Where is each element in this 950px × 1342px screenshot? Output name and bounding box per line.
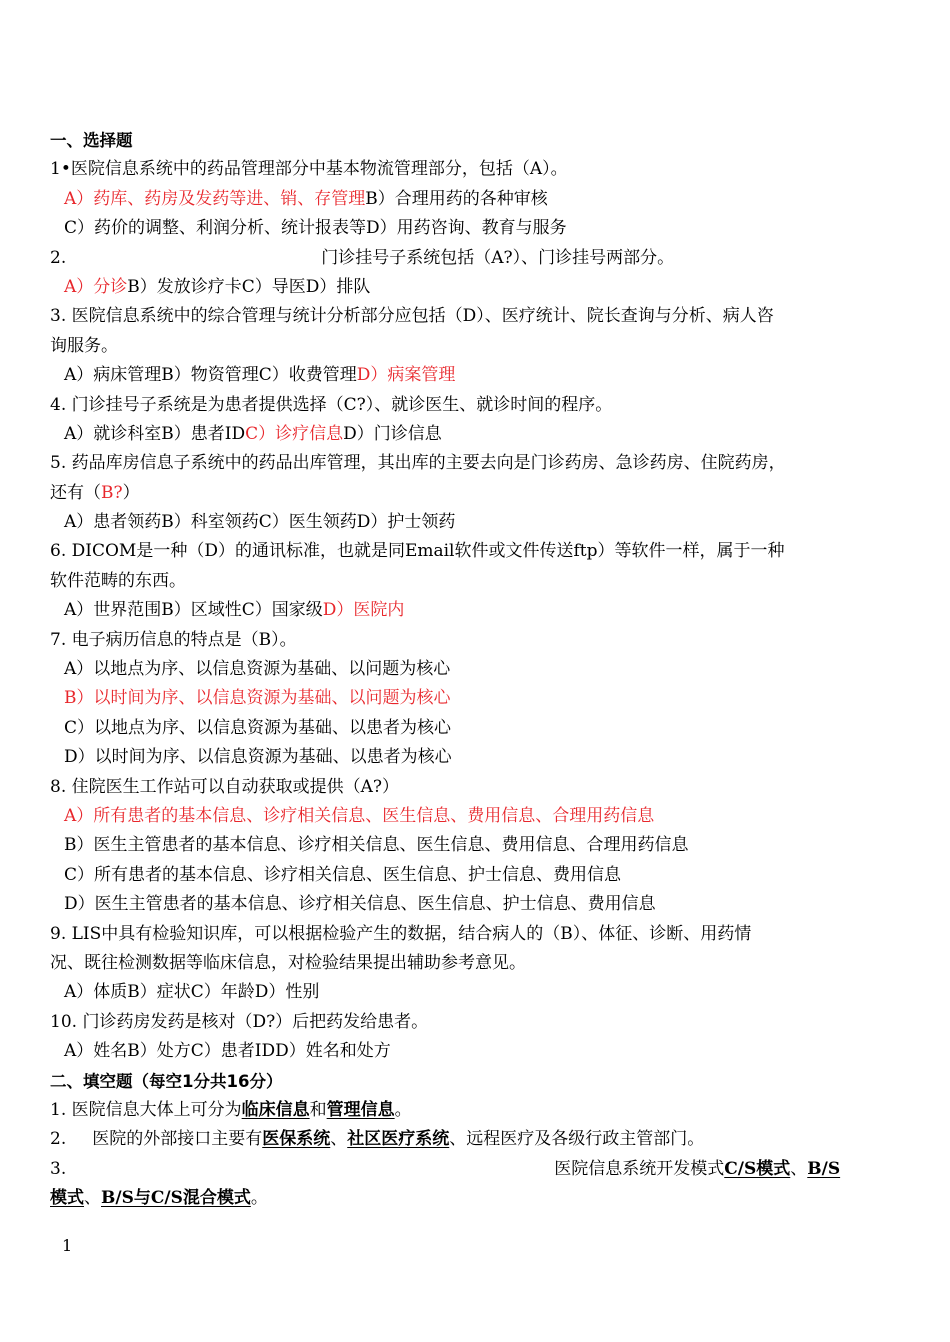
q8-option-a: A）所有患者的基本信息、诊疗相关信息、医生信息、费用信息、合理用药信息 [64, 805, 655, 826]
q8-option-b: B）医生主管患者的基本信息、诊疗相关信息、医生信息、费用信息、合理用药信息 [64, 835, 689, 856]
q6-option-d: D）医院内 [322, 600, 405, 621]
q4-option-c: C）诊疗信息 [245, 423, 344, 444]
fill-2-answer-1: 医保系统 [262, 1129, 331, 1150]
q4-options-ab: A）就诊科室B）患者ID [64, 423, 246, 444]
q5-stem-line1: 5. 药品库房信息子系统中的药品出库管理，其出库的主要去向是门诊药房、急诊药房、住院药房， [50, 453, 786, 474]
q2-stem: 门诊挂号子系统包括（A?）、门诊挂号两部分。 [321, 247, 675, 268]
q7-option-b: B）以时间为序、以信息资源为基础、以问题为核心 [64, 688, 451, 709]
q8-option-c: C）所有患者的基本信息、诊疗相关信息、医生信息、护士信息、费用信息 [64, 864, 622, 885]
fill-2-end: 、远程医疗及各级行政主管部门。 [449, 1129, 705, 1150]
q3-options [50, 361, 900, 390]
fill-2-sep: 、 [330, 1129, 348, 1150]
fill-2 [50, 1125, 900, 1154]
q1-options-cd [50, 214, 900, 243]
q5-stem-line2 [50, 479, 900, 508]
fill-3-answer-2a: B/S [807, 1158, 841, 1179]
fill-3-line1 [50, 1155, 900, 1184]
fill-1-answer-1: 临床信息 [241, 1099, 310, 1120]
fill-3-end: 。 [250, 1188, 268, 1209]
q2-number: 2. [50, 247, 67, 268]
q1-options-ab [50, 185, 900, 214]
q1-option-a: A）药库、药房及发药等进、销、存管理 [64, 188, 366, 209]
q9-stem-line2: 况、既往检测数据等临床信息，对检验结果提出辅助参考意见。 [50, 952, 526, 973]
fill-3-line2 [50, 1184, 900, 1213]
fill-3-answer-1: C/S模式 [724, 1158, 791, 1179]
q3-stem-line1: 3. 医院信息系统中的综合管理与统计分析部分应包括（D）、医疗统计、院长查询与分析、病人咨 [50, 306, 774, 327]
q2-options [50, 273, 900, 302]
page-number: 1 [62, 1236, 73, 1255]
q1-option-d: D）用药咨询、教育与服务 [366, 218, 567, 239]
fill-1-answer-2: 管理信息 [326, 1099, 395, 1120]
q1-option-c: C）药价的调整、利润分析、统计报表等 [64, 218, 367, 239]
q8-option-d: D）医生主管患者的基本信息、诊疗相关信息、医生信息、护士信息、费用信息 [64, 894, 656, 915]
section-title-choice: 一、选择题 [50, 131, 133, 150]
fill-1-end: 。 [394, 1099, 412, 1120]
q3-stem-line2: 询服务。 [50, 335, 118, 356]
q5-stem-close: ） [122, 482, 140, 503]
fill-3-number: 3. [50, 1158, 67, 1179]
section-title-fill: 二、填空题（每空1分共16分） [50, 1071, 283, 1091]
fill-3-text: 医院信息系统开发模式 [554, 1158, 725, 1179]
fill-2-number: 2. [50, 1129, 67, 1150]
q4-option-d: D）门诊信息 [343, 423, 442, 444]
q5-answer: B? [101, 482, 123, 503]
fill-2-answer-2: 社区医疗系统 [347, 1129, 450, 1150]
fill-1-text: 1. 医院信息大体上可分为 [50, 1099, 242, 1120]
q5-options: A）患者领药B）科室领药C）医生领药D）护士领药 [64, 512, 456, 533]
q1-stem: 1•医院信息系统中的药品管理部分中基本物流管理部分，包括（A）。 [50, 159, 568, 180]
q4-options [50, 420, 900, 449]
q2-stem-line [50, 244, 900, 273]
document-page [50, 126, 900, 1213]
q9-options: A）体质B）症状C）年龄D）性别 [64, 982, 320, 1003]
q7-option-a: A）以地点为序、以信息资源为基础、以问题为核心 [64, 659, 451, 680]
q7-stem: 7. 电子病历信息的特点是（B）。 [50, 629, 297, 650]
fill-1 [50, 1096, 900, 1125]
fill-3-answer-3: B/S与C/S混合模式 [101, 1188, 251, 1209]
q9-stem-line1: 9. LIS中具有检验知识库，可以根据检验产生的数据，结合病人的（B）、体征、诊断、用药情 [50, 923, 752, 944]
q6-stem-line1: 6. DICOM是一种（D）的通讯标准，也就是同Email软件或文件传送ftp）等软件一样，属于一种 [50, 541, 785, 562]
q6-options [50, 596, 900, 625]
fill-3-sep-1: 、 [790, 1158, 808, 1179]
q1-option-b: B）合理用药的各种审核 [365, 188, 548, 209]
fill-3-sep-2: 、 [84, 1188, 101, 1209]
q3-option-d: D）病案管理 [356, 365, 456, 386]
q4-stem: 4. 门诊挂号子系统是为患者提供选择（C?）、就诊医生、就诊时间的程序。 [50, 394, 613, 415]
fill-1-connector: 和 [309, 1099, 327, 1120]
fill-3-answer-2b: 模式 [50, 1188, 84, 1209]
q5-stem-text: 还有（ [50, 482, 101, 503]
q7-option-c: C）以地点为序、以信息资源为基础、以患者为核心 [64, 717, 452, 738]
fill-2-text: 医院的外部接口主要有 [92, 1129, 263, 1150]
q10-options: A）姓名B）处方C）患者IDD）姓名和处方 [64, 1041, 391, 1062]
q6-stem-line2: 软件范畴的东西。 [50, 570, 186, 591]
q2-option-a: A）分诊 [64, 276, 128, 297]
q6-options-abc: A）世界范围B）区域性C）国家级 [64, 600, 323, 621]
q8-stem: 8. 住院医生工作站可以自动获取或提供（A?） [50, 776, 400, 797]
q10-stem: 10. 门诊药房发药是核对（D?）后把药发给患者。 [50, 1011, 429, 1032]
q3-options-abc: A）病床管理B）物资管理C）收费管理 [64, 365, 357, 386]
q7-option-d: D）以时间为序、以信息资源为基础、以患者为核心 [64, 747, 452, 768]
q2-options-rest: B）发放诊疗卡C）导医D）排队 [127, 276, 371, 297]
